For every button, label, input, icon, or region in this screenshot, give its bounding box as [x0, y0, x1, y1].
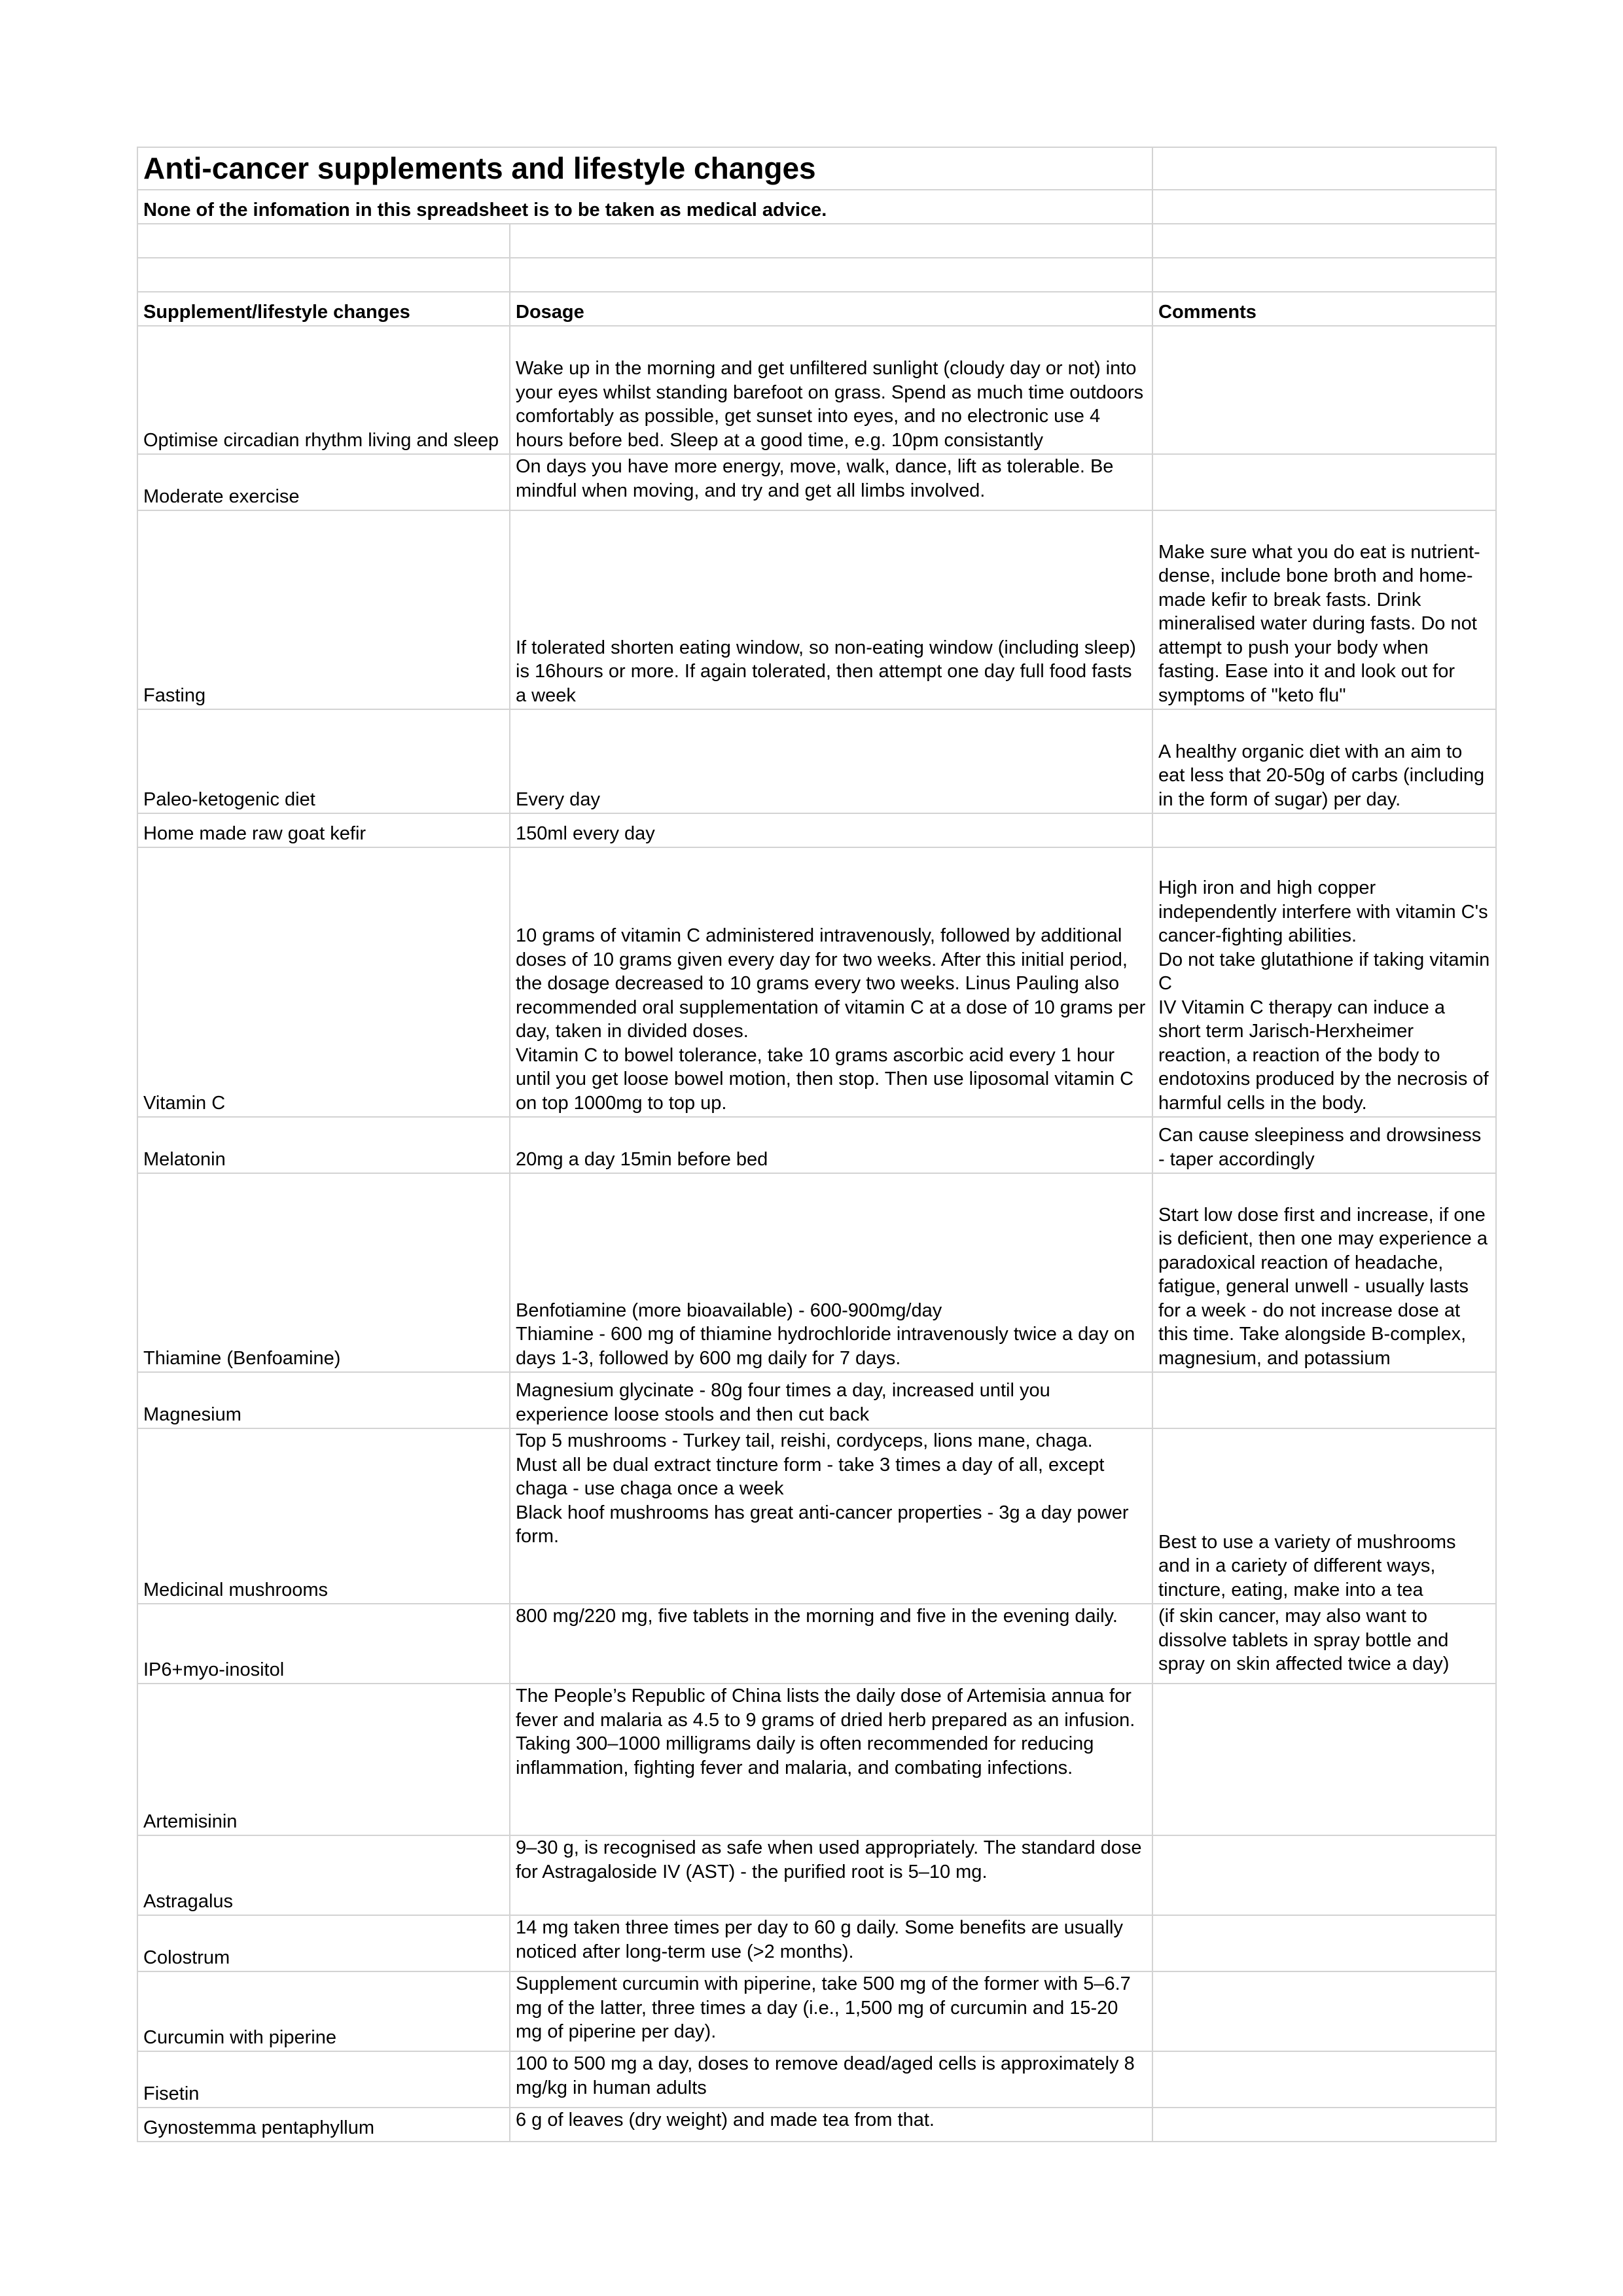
- empty-cell[interactable]: [510, 258, 1152, 292]
- supplement-name-cell[interactable]: Moderate exercise: [137, 454, 510, 510]
- comments-cell[interactable]: Best to use a variety of mushrooms and in a cariety of different ways, tincture, eating, make into a tea: [1152, 1428, 1496, 1604]
- title-row: [137, 147, 1496, 190]
- supplement-name-cell[interactable]: Artemisinin: [137, 1684, 510, 1835]
- supplement-name-cell[interactable]: Home made raw goat kefir: [137, 813, 510, 847]
- header-row: [137, 292, 1496, 326]
- supplement-name-cell[interactable]: Paleo-ketogenic diet: [137, 709, 510, 813]
- empty-row: [137, 258, 1496, 292]
- empty-cell[interactable]: [137, 224, 510, 258]
- table-row: [137, 1372, 1496, 1428]
- supplement-name-cell[interactable]: Optimise circadian rhythm living and sleep: [137, 326, 510, 454]
- table-row: [137, 1117, 1496, 1173]
- table-row: [137, 1915, 1496, 1971]
- dosage-cell[interactable]: 14 mg taken three times per day to 60 g daily. Some benefits are usually noticed after long-term use (>2 months).: [510, 1915, 1152, 1971]
- dosage-cell[interactable]: 20mg a day 15min before bed: [510, 1117, 1152, 1173]
- disclaimer-row: [137, 190, 1496, 224]
- table-row: [137, 1428, 1496, 1604]
- table-row: [137, 326, 1496, 454]
- dosage-cell[interactable]: Supplement curcumin with piperine, take 500 mg of the former with 5–6.7 mg of the latter, three times a day (i.e., 1,500 mg of curcumin and 15-20 mg of piperine per day).: [510, 1971, 1152, 2051]
- empty-row: [137, 224, 1496, 258]
- comments-cell[interactable]: Can cause sleepiness and drowsiness - taper accordingly: [1152, 1117, 1496, 1173]
- comments-cell[interactable]: [1152, 2108, 1496, 2142]
- header-supplement[interactable]: Supplement/lifestyle changes: [137, 292, 510, 326]
- table-row: [137, 709, 1496, 813]
- supplement-name-cell[interactable]: Fasting: [137, 510, 510, 709]
- comments-cell[interactable]: [1152, 454, 1496, 510]
- comments-cell[interactable]: [1152, 1971, 1496, 2051]
- header-dosage[interactable]: Dosage: [510, 292, 1152, 326]
- supplement-name-cell[interactable]: Curcumin with piperine: [137, 1971, 510, 2051]
- dosage-cell[interactable]: Wake up in the morning and get unfiltered sunlight (cloudy day or not) into your eyes whilst standing barefoot on grass. Spend as much time outdoors comfortably as possible, get sunset into eyes, and no electronic use 4 hours before bed. Sleep at a good time, e.g. 10pm consistantly: [510, 326, 1152, 454]
- dosage-cell[interactable]: 10 grams of vitamin C administered intravenously, followed by additional doses of 10 grams given every day for two weeks. After this initial period, the dosage decreased to 10 grams every two weeks. Linus Pauling also recommended oral supplementation of vitamin C at a dose of 10 grams per day, taken in divided doses. Vitamin C to bowel tolerance, take 10 grams ascorbic acid every 1 hour until you get loose bowel motion, then stop. Then use liposomal vitamin C on top 1000mg to top up.: [510, 847, 1152, 1117]
- empty-cell[interactable]: [1152, 190, 1496, 224]
- disclaimer-text[interactable]: None of the infomation in this spreadsheet is to be taken as medical advice.: [137, 190, 1152, 224]
- dosage-cell[interactable]: Top 5 mushrooms - Turkey tail, reishi, cordyceps, lions mane, chaga. Must all be dual extract tincture form - take 3 times a day of all, except chaga - use chaga once a week Black hoof mushrooms has great anti-cancer properties - 3g a day power form.: [510, 1428, 1152, 1604]
- table-row: [137, 1604, 1496, 1684]
- table-row: [137, 2108, 1496, 2142]
- comments-cell[interactable]: [1152, 326, 1496, 454]
- dosage-cell[interactable]: 6 g of leaves (dry weight) and made tea from that.: [510, 2108, 1152, 2142]
- empty-cell[interactable]: [137, 258, 510, 292]
- dosage-cell[interactable]: 100 to 500 mg a day, doses to remove dead/aged cells is approximately 8 mg/kg in human adults: [510, 2051, 1152, 2108]
- empty-cell[interactable]: [1152, 224, 1496, 258]
- header-comments[interactable]: Comments: [1152, 292, 1496, 326]
- comments-cell[interactable]: A healthy organic diet with an aim to eat less that 20-50g of carbs (including in the form of sugar) per day.: [1152, 709, 1496, 813]
- supplement-name-cell[interactable]: IP6+myo-inositol: [137, 1604, 510, 1684]
- empty-cell[interactable]: [1152, 147, 1496, 190]
- dosage-cell[interactable]: Every day: [510, 709, 1152, 813]
- comments-cell[interactable]: [1152, 1915, 1496, 1971]
- table-row: [137, 454, 1496, 510]
- dosage-cell[interactable]: The People’s Republic of China lists the daily dose of Artemisia annua for fever and malaria as 4.5 to 9 grams of dried herb prepared as an infusion. Taking 300–1000 milligrams daily is often recommended for reducing inflammation, fighting fever and malaria, and combating infections.: [510, 1684, 1152, 1835]
- dosage-cell[interactable]: Magnesium glycinate - 80g four times a day, increased until you experience loose stools and then cut back: [510, 1372, 1152, 1428]
- table-row: [137, 813, 1496, 847]
- comments-cell[interactable]: Make sure what you do eat is nutrient-dense, include bone broth and home-made kefir to break fasts. Drink mineralised water during fasts. Do not attempt to push your body when fasting. Ease into it and look out for symptoms of "keto flu": [1152, 510, 1496, 709]
- dosage-cell[interactable]: On days you have more energy, move, walk, dance, lift as tolerable. Be mindful when moving, and try and get all limbs involved.: [510, 454, 1152, 510]
- supplement-name-cell[interactable]: Astragalus: [137, 1835, 510, 1915]
- empty-cell[interactable]: [1152, 258, 1496, 292]
- dosage-cell[interactable]: 150ml every day: [510, 813, 1152, 847]
- empty-cell[interactable]: [510, 224, 1152, 258]
- supplement-name-cell[interactable]: Melatonin: [137, 1117, 510, 1173]
- supplements-spreadsheet: [137, 147, 1497, 2142]
- table-row: [137, 1173, 1496, 1372]
- table-row: [137, 1971, 1496, 2051]
- comments-cell[interactable]: [1152, 1684, 1496, 1835]
- supplement-name-cell[interactable]: Thiamine (Benfoamine): [137, 1173, 510, 1372]
- sheet-title[interactable]: Anti-cancer supplements and lifestyle changes: [137, 147, 1152, 190]
- table-row: [137, 510, 1496, 709]
- dosage-cell[interactable]: Benfotiamine (more bioavailable) - 600-900mg/day Thiamine - 600 mg of thiamine hydrochloride intravenously twice a day on days 1-3, followed by 600 mg daily for 7 days.: [510, 1173, 1152, 1372]
- comments-cell[interactable]: [1152, 2051, 1496, 2108]
- comments-cell[interactable]: High iron and high copper independently interfere with vitamin C's cancer-fighting abilities. Do not take glutathione if taking vitamin C IV Vitamin C therapy can induce a short term Jarisch-Herxheimer reaction, a reaction of the body to endotoxins produced by the necrosis of harmful cells in the body.: [1152, 847, 1496, 1117]
- supplement-name-cell[interactable]: Colostrum: [137, 1915, 510, 1971]
- comments-cell[interactable]: Start low dose first and increase, if one is deficient, then one may experience a paradoxical reaction of headache, fatigue, general unwell - usually lasts for a week - do not increase dose at this time. Take alongside B-complex, magnesium, and potassium: [1152, 1173, 1496, 1372]
- table-row: [137, 1684, 1496, 1835]
- comments-cell[interactable]: [1152, 813, 1496, 847]
- dosage-cell[interactable]: 9–30 g, is recognised as safe when used appropriately. The standard dose for Astragaloside IV (AST) - the purified root is 5–10 mg.: [510, 1835, 1152, 1915]
- comments-cell[interactable]: [1152, 1835, 1496, 1915]
- dosage-cell[interactable]: If tolerated shorten eating window, so non-eating window (including sleep) is 16hours or more. If again tolerated, then attempt one day full food fasts a week: [510, 510, 1152, 709]
- comments-cell[interactable]: (if skin cancer, may also want to dissolve tablets in spray bottle and spray on skin affected twice a day): [1152, 1604, 1496, 1684]
- supplement-name-cell[interactable]: Vitamin C: [137, 847, 510, 1117]
- comments-cell[interactable]: [1152, 1372, 1496, 1428]
- table-row: [137, 1835, 1496, 1915]
- supplement-name-cell[interactable]: Magnesium: [137, 1372, 510, 1428]
- dosage-cell[interactable]: 800 mg/220 mg, five tablets in the morning and five in the evening daily.: [510, 1604, 1152, 1684]
- supplement-name-cell[interactable]: Fisetin: [137, 2051, 510, 2108]
- table-row: [137, 2051, 1496, 2108]
- supplement-name-cell[interactable]: Gynostemma pentaphyllum: [137, 2108, 510, 2142]
- supplement-name-cell[interactable]: Medicinal mushrooms: [137, 1428, 510, 1604]
- table-row: [137, 847, 1496, 1117]
